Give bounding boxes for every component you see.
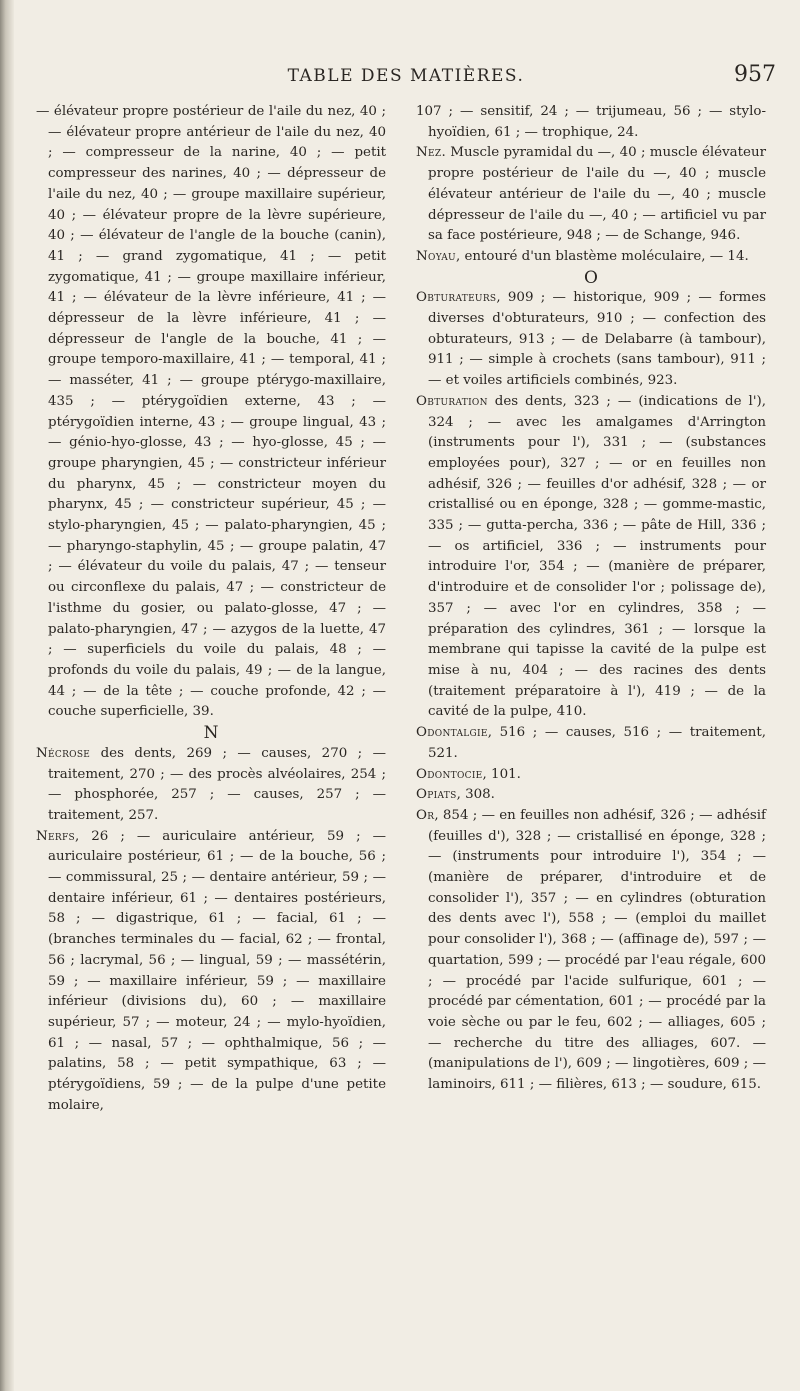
entry-text: , entouré d'un blastème moléculaire, — 14. <box>455 248 749 264</box>
entry-head: Obturateurs <box>416 290 497 306</box>
index-entry <box>416 806 766 1096</box>
entry-head: Odontocie <box>416 766 483 782</box>
page-header <box>36 62 776 92</box>
entry-head: Nécrose <box>36 745 91 761</box>
entry-head: Nez. <box>416 145 446 161</box>
entry-text: , 26 ; — auriculaire antérieur, 59 ; — auriculaire postérieur, 61 ; — de la bouche, 56 ; — commissural, 25 ; — dentaire antérieur, 59 ; — dentaire inférieur, 61 ; — dentaires postérieurs, 58 ; — digastrique, 61 ; — facial, 61 ; — (branches terminales du — facial, 62 ; — frontal, 56 ; lacrymal, 56 ; — lingual, 59 ; — massétérin, 59 ; — maxillaire inférieur, 59 ; — maxillaire inférieur (divisions du), 60 ; — maxillaire supérieur, 57 ; — moteur, 24 ; — mylo-hyoïdien, 61 ; — nasal, 57 ; — ophthalmique, 56 ; — palatins, 58 ; — petit sympathique, 63 ; — ptérygoïdiens, 59 ; — de la pulpe d'une petite molaire, <box>48 828 386 1113</box>
entry-text: , 516 ; — causes, 516 ; — traitement, 521. <box>428 725 766 761</box>
index-entry <box>416 288 766 392</box>
index-entry <box>36 744 386 827</box>
index-entry <box>36 827 386 1117</box>
index-entry <box>416 247 766 268</box>
entry-text: des dents, 323 ; — (indications de l'), 324 ; — avec les amalgames d'Arrington (instruments pour l'), 331 ; — (substances employées pour), 327 ; — or en feuilles non adhésif, 326 ; — feuilles d'or adhésif, 328 ; — or cristallisé ou en éponge, 328 ; — gomme-mastic, 335 ; — gutta-percha, 336 ; — pâte de Hill, 336 ; — os artificiel, 336 ; — instruments pour introduire l'or, 354 ; — (manière de préparer, d'introduire et de consolider l'or ; polissage de), 357 ; — avec l'or en cylindres, 358 ; — préparation des cylindres, 361 ; — lorsque la membrane qui tapisse la cavité de la pulpe est mise à nu, 404 ; — des racines des dents (traitement préparatoire à l'), 419 ; — de la cavité de la pulpe, 410. <box>428 393 766 720</box>
entry-text: Muscle pyramidal du —, 40 ; muscle élévateur propre postérieur de l'aile du —, 40 ; muscle élévateur antérieur de l'aile du —, 40 ; muscle dépresseur de l'aile du —, 40 ; — artificiel vu par sa face postérieure, 948 ; — de Schange, 946. <box>428 145 766 244</box>
running-title: TABLE DES MATIÈRES. <box>287 66 525 86</box>
index-entry <box>416 143 766 247</box>
entry-text: des dents, 269 ; — causes, 270 ; — traitement, 270 ; — des procès alvéolaires, 254 ; — phosphorée, 257 ; — causes, 257 ; — traitement, 257. <box>48 745 386 823</box>
entry-text: , 308. <box>456 787 495 803</box>
entry-head: Obturation <box>416 393 488 409</box>
entry-head: Odontalgie <box>416 725 488 741</box>
entry-head: Noyau <box>416 248 456 264</box>
entry-head: Opiats <box>416 787 457 803</box>
entry-text: , 909 ; — historique, 909 ; — formes diverses d'obturateurs, 910 ; — confection des obturateurs, 913 ; — de Delabarre (à tambour), 911 ; — simple à crochets (sans tambour), 911 ; — et voiles artificiels combinés, 923. <box>428 290 766 389</box>
index-entry <box>416 765 766 786</box>
entry-text: , 854 ; — en feuilles non adhésif, 326 ; — adhésif (feuilles d'), 328 ; — cristallisé en éponge, 328 ; — (instruments pour introduire l'), 354 ; — (manière de préparer, d'introduire et de consolider l'), 357 ; — en cylindres (obturation des dents avec l'), 558 ; — (emploi du maillet pour consolider l'), 368 ; — (affinage de), 597 ; — quartation, 599 ; — procédé par l'eau régale, 600 ; — procédé par l'acide sulfurique, 601 ; — procédé par cémentation, 601 ; — procédé par la voie sèche ou par le feu, 602 ; — alliages, 605 ; — recherche du titre des alliages, 607. — (manipulations de l'), 609 ; — lingotières, 609 ; — laminoirs, 611 ; — filières, 613 ; — soudure, 615. <box>428 807 766 1093</box>
entry-head: Or <box>416 807 435 823</box>
nerfs-continuation: 107 ; — sensitif, 24 ; — trijumeau, 56 ; — stylo-hyoïdien, 61 ; — trophique, 24. <box>416 104 766 140</box>
entry-head: Nerfs <box>36 828 75 844</box>
muscle-list-continuation: — élévateur propre postérieur de l'aile du nez, 40 ; — élévateur propre antérieur de l'aile du nez, 40 ; — compresseur de la narine, 40 ; — petit compresseur des narines, 40 ; — dépresseur de l'aile du nez, 40 ; — groupe maxillaire supérieur, 40 ; — élévateur propre de la lèvre supérieure, 40 ; — élévateur de l'angle de la bouche (canin), 41 ; — grand zygomatique, 41 ; — petit zygomatique, 41 ; — groupe maxillaire inférieur, 41 ; — élévateur de la lèvre inférieure, 41 ; — dépresseur de la lèvre inférieure, 41 ; — dépresseur de l'angle de la bouche, 41 ; — groupe temporo-maxillaire, 41 ; — temporal, 41 ; — masséter, 41 ; — groupe ptérygo-maxillaire, 435 ; — ptérygoïdien externe, 43 ; — ptérygoïdien interne, 43 ; — groupe lingual, 43 ; — génio-hyo-glosse, 43 ; — hyo-glosse, 45 ; — groupe pharyngien, 45 ; — constricteur inférieur du pharynx, 45 ; — constricteur moyen du pharynx, 45 ; — constricteur supérieur, 45 ; — stylo-pharyngien, 45 ; — palato-pharyngien, 45 ; — pharyngo-staphylin, 45 ; — groupe palatin, 47 ; — élévateur du voile du palais, 47 ; — tenseur ou circonflexe du palais, 47 ; — constricteur de l'isthme du gosier, ou palato-glosse, 47 ; — palato-pharyngien, 47 ; — azygos de la luette, 47 ; — superficiels du voile du palais, 48 ; — profonds du voile du palais, 49 ; — de la langue, 44 ; — de la tête ; — couche profonde, 42 ; — couche superficielle, 39. <box>36 104 386 720</box>
left-column <box>36 102 386 1116</box>
index-entry <box>416 392 766 723</box>
section-letter-n: N <box>203 723 219 744</box>
page-binding-shadow <box>0 0 14 1391</box>
section-letter-o: O <box>584 267 598 288</box>
entry-text: , 101. <box>482 766 521 782</box>
right-column <box>416 102 766 1096</box>
page-number: 957 <box>734 62 776 87</box>
index-entry <box>416 723 766 764</box>
index-entry <box>416 785 766 806</box>
